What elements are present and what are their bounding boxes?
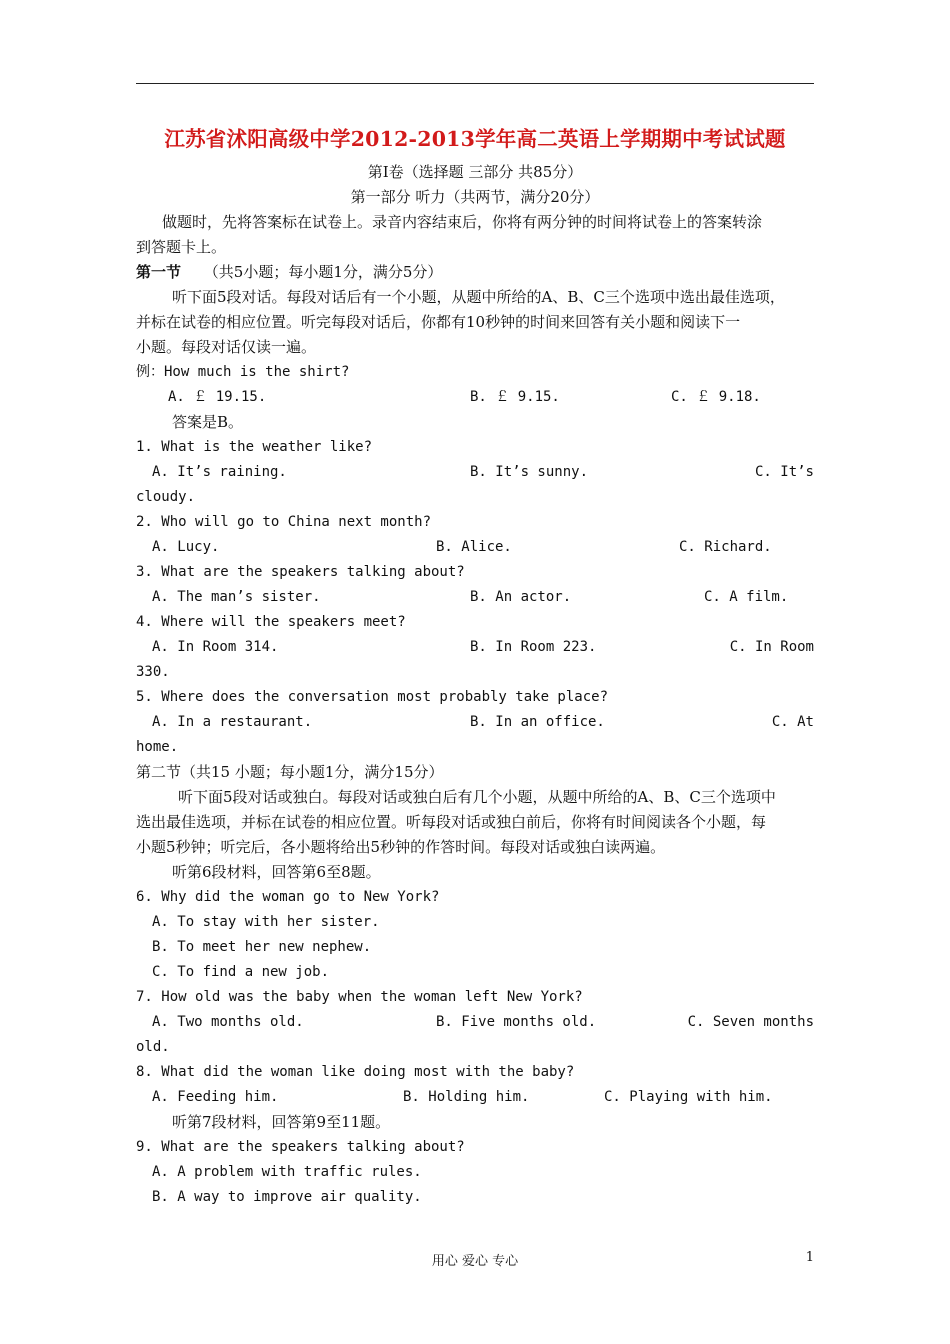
option-a: A. To stay with her sister. — [152, 914, 380, 930]
option-c: C. At — [771, 714, 814, 730]
option-continuation: old. — [136, 1039, 170, 1055]
option-a: A. Feeding him. — [152, 1089, 279, 1105]
option-b: B. It’s sunny. — [470, 464, 589, 480]
option-a: A. Lucy. — [152, 539, 220, 555]
question-stem: 5. Where does the conversation most probably take place? — [136, 689, 609, 705]
section-heading: 第二节（共15 小题；每小题1分，满分15分） — [136, 763, 444, 781]
option-c: C. A film. — [704, 589, 789, 605]
section-title: 第一节 — [136, 263, 182, 281]
option-b: B. Holding him. — [403, 1089, 530, 1105]
option-a: A. In Room 314. — [152, 639, 279, 655]
material-heading: 听第7段材料，回答第9至11题。 — [172, 1113, 391, 1131]
option-b: B. A way to improve air quality. — [152, 1189, 422, 1205]
instruction-line: 做题时，先将答案标在试卷上。录音内容结束后，你将有两分钟的时间将试卷上的答案转涂 — [162, 213, 763, 231]
question-stem: 3. What are the speakers talking about? — [136, 564, 465, 580]
instruction-line: 到答题卡上。 — [136, 238, 227, 256]
page-footer — [136, 1250, 814, 1270]
header-rule — [136, 83, 814, 84]
directions-line: 选出最佳选项，并标在试卷的相应位置。听每段对话或独白前后，你将有时间阅读各个小题，每 — [136, 813, 767, 831]
directions-line: 小题5秒钟；听完后，各小题将给出5秒钟的作答时间。每段对话或独白读两遍。 — [136, 838, 666, 856]
option-a: A. Two months old. — [152, 1014, 304, 1030]
page-title: 江苏省沭阳高级中学2012-2013学年高二英语上学期期中考试试题 — [164, 127, 786, 151]
question-options — [136, 710, 814, 735]
option-a: A. The man’s sister. — [152, 589, 321, 605]
question-stem: 1. What is the weather like? — [136, 439, 373, 455]
section-heading — [136, 260, 814, 285]
option-continuation: 330. — [136, 664, 170, 680]
option-b: B. ￡ 9.15. — [470, 389, 560, 405]
option-a: A. It’s raining. — [152, 464, 287, 480]
question-options — [136, 1010, 814, 1035]
option-a: A. In a restaurant. — [152, 714, 313, 730]
question-stem: 4. Where will the speakers meet? — [136, 614, 406, 630]
question-stem: 8. What did the woman like doing most with the baby? — [136, 1064, 575, 1080]
option-b: B. Five months old. — [436, 1014, 597, 1030]
option-c: C. To find a new job. — [152, 964, 330, 980]
option-c: C. Richard. — [679, 539, 772, 555]
option-c: C. In Room — [729, 639, 814, 655]
question-stem: 6. Why did the woman go to New York? — [136, 889, 440, 905]
directions-line: 并标在试卷的相应位置。听完每段对话后，你都有10秒钟的时间来回答有关小题和阅读下一 — [136, 313, 741, 331]
material-heading: 听第6段材料，回答第6至8题。 — [172, 863, 381, 881]
option-continuation: home. — [136, 739, 179, 755]
option-b: B. In Room 223. — [470, 639, 597, 655]
option-a: A. ￡ 19.15. — [168, 389, 267, 405]
question-options — [136, 1085, 814, 1110]
footer-motto: 用心 爱心 专心 — [431, 1254, 519, 1269]
option-b: B. An actor. — [470, 589, 572, 605]
page-number: 1 — [805, 1250, 814, 1265]
question-stem: 7. How old was the baby when the woman left New York? — [136, 989, 583, 1005]
part-heading: 第一部分 听力（共两节，满分20分） — [350, 188, 600, 206]
option-a: A. A problem with traffic rules. — [152, 1164, 422, 1180]
volume-heading: 第Ⅰ卷（选择题 三部分 共85分） — [367, 163, 583, 181]
example-answer: 答案是B。 — [172, 413, 244, 431]
option-c: C. Playing with him. — [604, 1089, 773, 1105]
example-question: 例：How much is the shirt? — [136, 364, 350, 380]
question-stem: 9. What are the speakers talking about? — [136, 1139, 465, 1155]
question-options — [136, 460, 814, 485]
question-options — [136, 535, 814, 560]
directions-line: 听下面5段对话或独白。每段对话或独白后有几个小题，从题中所给的A、B、C三个选项中 — [178, 788, 776, 806]
option-c: C. ￡ 9.18. — [671, 389, 761, 405]
option-b: B. In an office. — [470, 714, 605, 730]
option-b: B. Alice. — [436, 539, 512, 555]
option-c: C. Seven months — [687, 1014, 814, 1030]
directions-line: 听下面5段对话。每段对话后有一个小题，从题中所给的A、B、C三个选项中选出最佳选项， — [172, 288, 785, 306]
section-note: （共5小题；每小题1分，满分5分） — [203, 263, 443, 281]
directions-line: 小题。每段对话仅读一遍。 — [136, 338, 317, 356]
option-continuation: cloudy. — [136, 489, 196, 505]
option-c: C. It’s — [754, 464, 814, 480]
question-options — [136, 585, 814, 610]
question-stem: 2. Who will go to China next month? — [136, 514, 432, 530]
question-options — [136, 635, 814, 660]
example-options — [136, 385, 814, 410]
option-b: B. To meet her new nephew. — [152, 939, 372, 955]
